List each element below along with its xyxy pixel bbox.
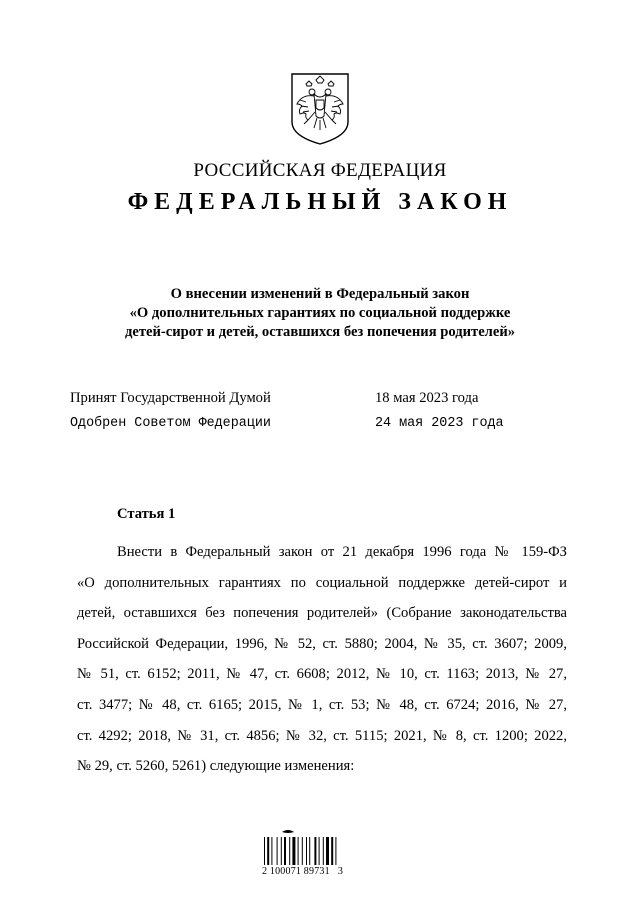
article-body (77, 537, 567, 782)
article-body-line: ст. 4292; 2018, № 31, ст. 4856; № 32, ст. 5115; 2021, № 8, ст. 1200; 2022, (77, 727, 567, 744)
council-approval-date: 24 мая 2023 года (375, 416, 504, 431)
coat-of-arms-emblem (288, 70, 352, 146)
country-heading: РОССИЙСКАЯ ФЕДЕРАЦИЯ (193, 160, 447, 181)
barcode-number: 2 100071 89731 3 (262, 866, 344, 877)
article-body-line: ст. 3477; № 48, ст. 6165; 2015, № 1, ст. 53; № 48, ст. 6724; 2016, № 27, (77, 696, 567, 713)
law-title (0, 285, 640, 342)
duma-adoption-date: 18 мая 2023 года (375, 390, 479, 406)
article-heading: Статья 1 (117, 506, 176, 522)
article-body-line: Российской Федерации, 1996, № 52, ст. 5880; 2004, № 35, ст. 3607; 2009, (77, 635, 567, 652)
law-title-line: О внесении изменений в Федеральный закон (170, 286, 470, 302)
article-body-line: детей, оставшихся без попечения родителей» (Собрание законодательства (77, 605, 567, 622)
article-body-line: «О дополнительных гарантиях по социальной поддержке детей-сирот и (77, 574, 567, 591)
article-body-line: № 51, ст. 6152; 2011, № 47, ст. 6608; 2012, № 10, ст. 1163; 2013, № 27, (77, 666, 567, 683)
duma-adoption-label: Принят Государственной Думой (70, 390, 271, 406)
article-body-line: № 29, ст. 5260, 5261) следующие изменения: (77, 758, 355, 775)
law-type-heading: ФЕДЕРАЛЬНЫЙ ЗАКОН (127, 189, 513, 215)
law-title-line: «О дополнительных гарантиях по социальной поддержке (129, 305, 511, 321)
article-body-line: Внести в Федеральный закон от 21 декабря 1996 года № 159-ФЗ (117, 544, 567, 560)
law-title-line: детей-сирот и детей, оставшихся без попечения родителей» (124, 324, 516, 340)
council-approval-label: Одобрен Советом Федерации (70, 416, 271, 431)
